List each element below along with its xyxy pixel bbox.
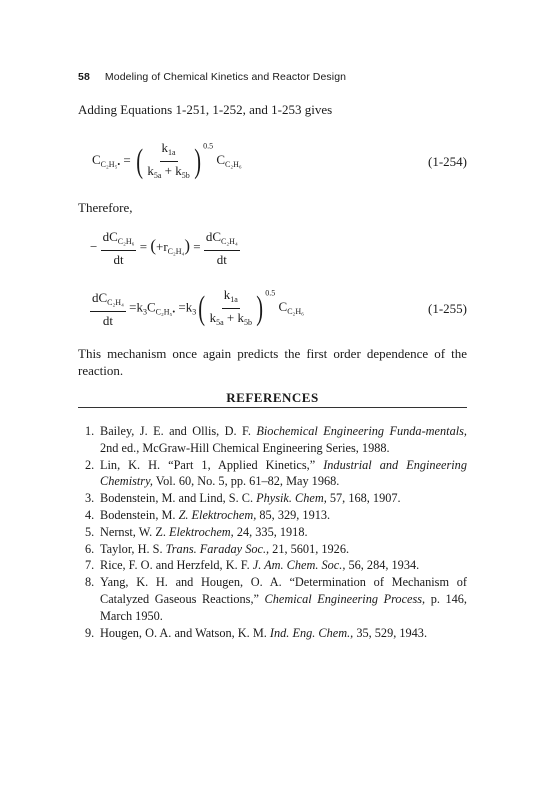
running-title: Modeling of Chemical Kinetics and Reactor Design: [104, 71, 347, 83]
reference-item: [78, 574, 467, 624]
reference-source: Trans. Faraday Soc.,: [165, 541, 270, 556]
reference-number: 9.: [85, 625, 95, 640]
reference-number: 7.: [85, 558, 95, 573]
reference-details: 2nd ed., McGraw-Hill Chemical Engineering Series, 1988.: [100, 440, 390, 455]
reference-item: [78, 423, 467, 457]
reference-details: 24, 335, 1918.: [233, 524, 308, 539]
reference-authors: Taylor, H. S.: [100, 541, 166, 556]
references-rule: [78, 407, 467, 408]
references-list: [78, 423, 467, 641]
reference-authors: Lin, K. H. “Part 1, Applied Kinetics,”: [100, 457, 324, 472]
rate-equals-2: =: [193, 238, 201, 254]
eq254-equals: =: [123, 152, 131, 168]
reference-source: Chemical Engineering Process,: [264, 591, 426, 606]
reference-source: Z. Elektrochem,: [178, 507, 257, 522]
eq255-rhs: $C_{C_2H_6}$: [278, 299, 304, 317]
reference-number: 2.: [85, 457, 95, 472]
page-number: 58: [78, 71, 90, 83]
reference-authors: Rice, F. O. and Herzfeld, K. F.: [100, 558, 253, 573]
intro-text: Adding Equations 1-251, 1-252, and 1-253 gives: [78, 102, 333, 117]
rate-equals-1: =: [139, 238, 148, 254]
reference-details: Vol. 60, No. 5, pp. 61–82, May 1968.: [152, 474, 340, 489]
rate-term: $(+r_{C_2H_4})$: [150, 235, 191, 256]
left-paren: (: [136, 142, 144, 180]
reference-item: [78, 490, 467, 507]
eq254-exponent: 0.5: [203, 141, 214, 151]
reference-source: Physik. Chem,: [256, 491, 327, 506]
reference-authors: Hougen, O. A. and Watson, K. M.: [100, 625, 270, 640]
reference-source: Biochemical Engineering Funda-mentals,: [256, 424, 467, 438]
eq255-fraction: $\frac{k_{1a}}{k_{5a} + k_{5b}}$: [209, 287, 252, 327]
equation-number-1-255: (1-255): [428, 301, 467, 316]
references-heading: REFERENCES: [226, 390, 319, 405]
reference-authors: Bailey, J. E. and Ollis, D. F.: [100, 424, 257, 438]
eq255-derivative: $\frac{dC_{C_2H_4}}{dt}$: [92, 289, 124, 328]
rate-fraction-ethane: $\frac{dC_{C_2H_6}}{dt}$: [102, 229, 135, 267]
minus-sign: −: [90, 238, 98, 254]
reference-details: 56, 284, 1934.: [345, 558, 420, 573]
reference-number: 6.: [85, 541, 95, 556]
reference-source: J. Am. Chem. Soc.,: [252, 558, 346, 573]
reference-authors: Yang, K. H. and Hougen, O. A. “Determination of Mechanism of Catalyzed Gaseous Reactions,”: [100, 575, 467, 606]
reference-item: [78, 557, 467, 574]
reference-item: [78, 541, 467, 558]
eq254-rhs: $C_{C_2H_6}$: [216, 152, 242, 170]
reference-number: 4.: [85, 507, 95, 522]
reference-number: 8.: [85, 575, 95, 590]
reference-details: 21, 5601, 1926.: [269, 541, 350, 556]
reference-details: 85, 329, 1913.: [256, 507, 331, 522]
reference-number: 1.: [85, 424, 95, 438]
reference-number: 5.: [85, 524, 95, 539]
running-header: [78, 71, 346, 83]
right-paren-2: ): [256, 289, 264, 327]
right-paren: ): [194, 142, 201, 180]
reference-source: Ind. Eng. Chem.,: [269, 625, 354, 640]
reference-authors: Bodenstein, M.: [100, 507, 179, 522]
equation-number-1-254: (1-254): [428, 154, 467, 169]
therefore-text: Therefore,: [78, 200, 133, 215]
reference-details: 35, 529, 1943.: [353, 625, 428, 640]
reference-details: 57, 168, 1907.: [326, 491, 401, 506]
reference-item: [78, 625, 467, 642]
conclusion-text: This mechanism once again predicts the first order dependence of the reaction.: [78, 346, 467, 378]
reference-source: Elektrochem,: [169, 524, 234, 539]
rate-fraction-ethylene: $\frac{dC_{C_2H_4}}{dt}$: [205, 229, 238, 267]
reference-authors: Nernst, W. Z.: [100, 524, 169, 539]
left-paren-2: (: [198, 289, 206, 327]
reference-item: [78, 524, 467, 541]
eq254-lhs: $C_{C_2H_5•}$: [92, 152, 121, 170]
reference-details: p. 146, March 1950.: [100, 591, 468, 623]
eq254-fraction: $\frac{k_{1a}}{k_{5a} + k_{5b}}$: [147, 140, 190, 180]
reference-item: [78, 457, 467, 491]
book-page: 58 Modeling of Chemical Kinetics and Reactor Design Adding Equations 1-251, 1-252, and 1-253 gives $C_{C_2H_5•}$ = ( $\frac{k_{1a}}{k_{5a} + k_{5b}}$ ) $^{0.5}$ $C_{C_2H_6}$ (1-254) Therefore, − $\frac{dC_{C_2H_6}}{dt}$ = $(+r_{C_2H_4})$ = $\frac{dC_{C_2H_4}}{dt}$ $\frac{dC_{C_2H_4}}{dt}$ $=k_3C_{C_2H_5•} =k_3$( $\frac{k_{1a}}{k_{5a} + k_{5b}}$ ) $^{0.5}$ $C_{C_2H_6}$ (1-255) This mechanism once again predicts the first order dependence of the reaction. REFERENCES 1. Bailey, J. E. and Ollis, D. F. Biochemical Engineering Funda-mentals, 2nd ed., McGraw-Hill Chemical Engineering Series, 1988. 2. Lin, K. H. “Part 1, Applied Kinetics,” Industrial and Engineering Chemistry, Vol. 60, No. 5, pp. 61–82, May 1968. 3. Bodenstein, M. and Lind, S. C. Physik. Chem, 57, 168, 1907. 4. Bodenstein, M. Z. Elektrochem, 85, 329, 1913. 5. Nernst, W. Z. Elektrochem, 24, 335, 1918. 6. Taylor, H. S. Trans. Faraday Soc., 21, 5601, 1926. 7. Rice, F. O. and Herzfeld, K. F. J. Am. Chem. Soc., 56, 284, 1934. 8. Yang, K. H. and Hougen, O. A. “Determination of Mechanism of Catalyzed Gaseous Reactions,” Chemical Engineering Process, p. 146, March 1950. 9. Hougen, O. A. and Watson, K. M. Ind. Eng. Chem., 35, 529, 1943.: [78, 71, 468, 640]
reference-item: [78, 507, 467, 524]
eq255-exponent: 0.5: [265, 288, 276, 298]
reference-number: 3.: [85, 491, 95, 506]
reference-source: Industrial and Engineering Chemistry,: [100, 457, 467, 489]
reference-authors: Bodenstein, M. and Lind, S. C.: [100, 491, 257, 506]
